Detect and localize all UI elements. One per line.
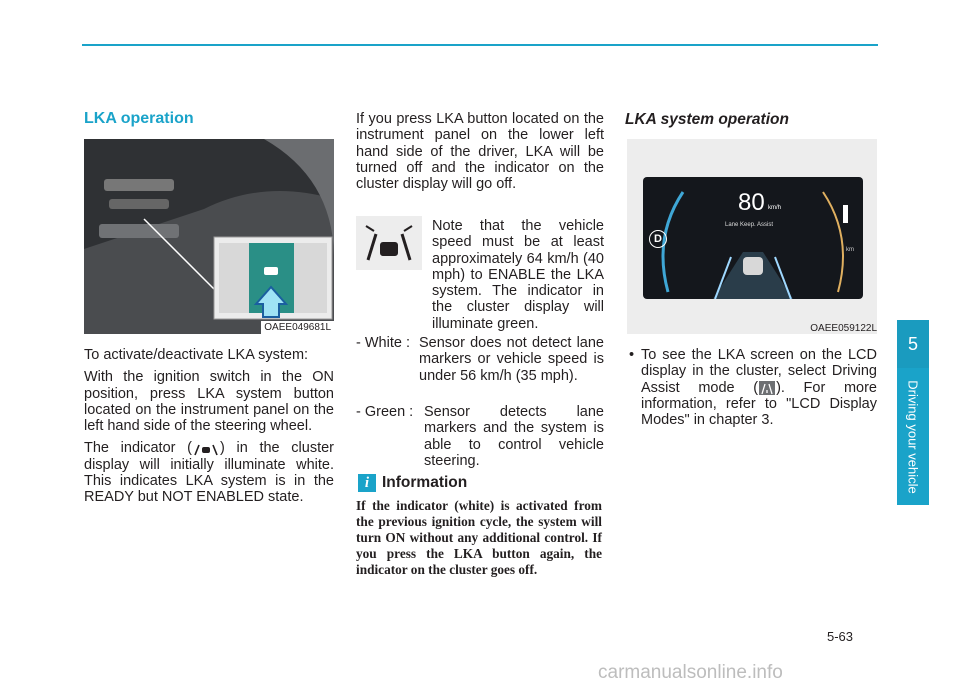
info-icon: i xyxy=(358,474,376,492)
section-title: LKA operation xyxy=(84,110,194,127)
speed-note: Note that the vehicle speed must be at least approximately 64 km/h (40 mph) to ENABLE the LKA system. The indicator in the cluster display will illuminate green. xyxy=(432,218,604,332)
gauge-unit: km xyxy=(846,247,854,253)
indicator-paragraph xyxy=(84,440,334,505)
lcd-bullet xyxy=(627,347,877,428)
figure1-caption: OAEE049681L xyxy=(261,321,334,334)
lka-indicator-icon xyxy=(356,216,422,270)
indicator-text-b: ) in the cluster display will initially illuminate white. This indicates LKA system is in the READY but NOT ENABLED state. xyxy=(84,440,334,506)
info-text: If the indicator (white) is activated from the previous ignition cycle, the system will turn ON without any additional control. If you press the LKA button again, the indicator on the cluster goes off. xyxy=(356,498,602,577)
white-state-label: - White : xyxy=(356,335,410,351)
speed-unit: km/h xyxy=(768,205,782,211)
chapter-number: 5 xyxy=(897,320,929,368)
activate-intro: To activate/deactivate LKA system: xyxy=(84,347,309,363)
lka-green-indicator-box xyxy=(356,216,422,270)
lka-system-title: LKA system operation xyxy=(625,111,789,128)
info-title: Information xyxy=(382,474,468,491)
lka-indicator-icon xyxy=(192,442,220,456)
lka-button-illustration xyxy=(84,139,334,334)
gear-indicator: D xyxy=(649,230,667,248)
lka-off-paragraph: If you press LKA button located on the instrument panel on the lower left hand side of the driver, LKA will be turned off and the indicator on the cluster display will go off. xyxy=(356,111,604,193)
white-state-row xyxy=(356,335,604,384)
green-state-row xyxy=(356,404,604,469)
white-state-text: Sensor does not detect lane markers or vehicle speed is under 56 km/h (35 mph). xyxy=(419,335,604,384)
mode-label: Lane Keep. Assist xyxy=(725,222,774,228)
bullet-text-a: To see the LKA screen on the LCD display in the cluster, select Driving Assist mode ( xyxy=(641,347,877,396)
driving-assist-icon xyxy=(759,381,775,395)
speed-readout: 80 xyxy=(738,189,765,216)
chapter-label: Driving your vehicle xyxy=(905,379,921,494)
bullet-dot: • xyxy=(629,347,635,363)
bullet-text-b: ). For more information, refer to "LCD Display Modes" in chapter 3. xyxy=(641,379,877,429)
lka-button-figure xyxy=(84,139,334,334)
page-number: 5-63 xyxy=(827,629,854,644)
green-state-text: Sensor detects lane markers and the system is able to control vehicle steering. xyxy=(424,404,604,469)
indicator-text-a: The indicator ( xyxy=(84,440,192,457)
watermark: carmanualsonline.info xyxy=(598,662,783,683)
left-column xyxy=(84,347,334,512)
cluster-display xyxy=(643,177,863,299)
ignition-paragraph: With the ignition switch in the ON position, press LKA system button located on the instrument panel on the left hand side of the steering wheel. xyxy=(84,369,334,435)
figure2-caption: OAEE059122L xyxy=(810,323,877,334)
header-rule xyxy=(82,44,878,46)
cluster-figure xyxy=(627,139,877,334)
green-state-label: - Green : xyxy=(356,404,414,420)
